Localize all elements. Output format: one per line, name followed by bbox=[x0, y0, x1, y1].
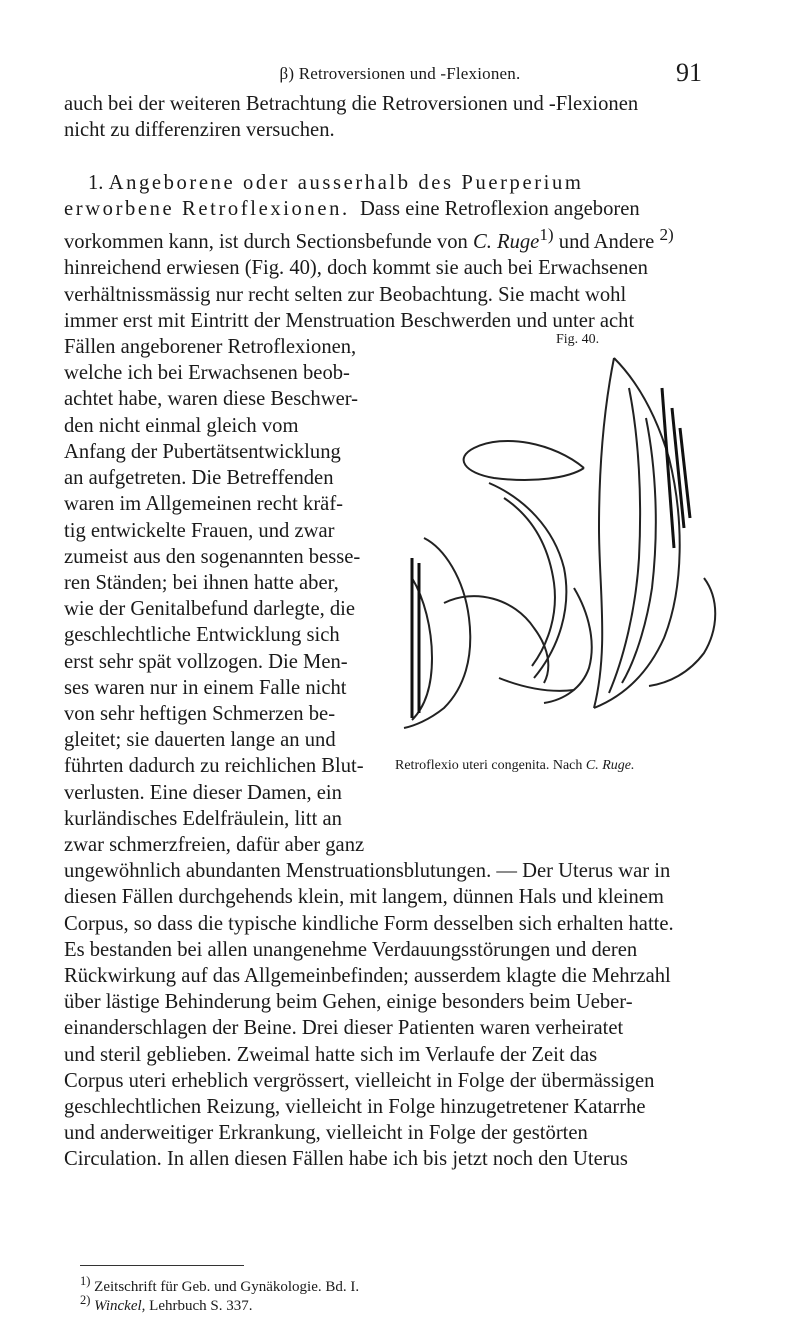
text-line: auch bei der weiteren Betrachtung die Retroversionen und -Flexionen bbox=[64, 93, 639, 115]
running-title: β) Retroversionen und -Flexionen. bbox=[279, 64, 521, 83]
text-line-citation: vorkommen kann, ist durch Sectionsbefunde von C. Ruge$^{1)}$ und Andere $^{2)}$ bbox=[64, 225, 674, 254]
text-line: einanderschlagen der Beine. Drei dieser Patienten waren verheiratet bbox=[64, 1017, 624, 1040]
author-name: C. Ruge bbox=[472, 231, 540, 254]
footnote-1: $^{1)}$ Zeitschrift für Geb. und Gynäkologie. Bd. I. bbox=[80, 1274, 360, 1295]
text-line: Fällen angeborener Retroflexionen, bbox=[64, 336, 357, 359]
text-line: Anfang der Pubertätsentwicklung bbox=[64, 440, 341, 463]
text-line: geschlechtlichen Reizung, vielleicht in Folge hinzugetretener Katarrhe bbox=[64, 1095, 646, 1118]
section-number: 1. bbox=[88, 172, 104, 194]
text-line: Corpus uteri erheblich vergrössert, vielleicht in Folge der übermässigen bbox=[64, 1069, 655, 1092]
text-line: zwar schmerzfreien, dafür aber ganz bbox=[64, 833, 365, 856]
text-line: diesen Fällen durchgehends klein, mit langem, dünnen Hals und kleinem bbox=[64, 886, 664, 909]
text-line: hinreichend erwiesen (Fig. 40), doch kommt sie auch bei Erwachsenen bbox=[64, 257, 648, 280]
footnote-divider bbox=[80, 1265, 244, 1266]
caption-author: C. Ruge. bbox=[585, 758, 635, 773]
section-heading-line bbox=[64, 170, 748, 196]
text-line: ren Ständen; bei ihnen hatte aber, bbox=[64, 571, 339, 594]
text-line: welche ich bei Erwachsenen beob- bbox=[64, 362, 350, 385]
footnote-ref: 2) bbox=[659, 225, 674, 245]
section-heading-a: Angeborene oder ausserhalb des Puerperium bbox=[108, 172, 584, 194]
text-line: Rückwirkung auf das Allgemeinbefinden; ausserdem klagte die Mehrzahl bbox=[64, 964, 671, 987]
anatomical-illustration bbox=[384, 348, 776, 738]
outer-contour bbox=[594, 358, 680, 708]
text-line: kurländisches Edelfräulein, litt an bbox=[64, 807, 342, 830]
text-line: über lästige Behinderung beim Gehen, einige besonders beim Ueber- bbox=[64, 991, 633, 1014]
text-fragment: Dass eine Retroflexion angeboren bbox=[360, 198, 640, 221]
text-line: gleitet; sie dauerten lange an und bbox=[64, 729, 336, 752]
text-line: den nicht einmal gleich vom bbox=[64, 414, 299, 437]
figure-label: Fig. 40. bbox=[556, 332, 600, 347]
text-line: führten dadurch zu reichlichen Blut- bbox=[64, 755, 364, 778]
text-line: von sehr heftigen Schmerzen be- bbox=[64, 702, 336, 725]
text-column-beside-figure bbox=[64, 334, 382, 858]
page-number: 91 bbox=[676, 58, 702, 87]
vaginal-wall bbox=[404, 538, 470, 728]
text-line: ungewöhnlich abundanten Menstruationsblutungen. — Der Uterus war in bbox=[64, 860, 671, 883]
figure-caption: Retroflexio uteri congenita. Nach C. Ruge. bbox=[395, 758, 635, 773]
text-line: immer erst mit Eintritt der Menstruation Beschwerden und unter acht bbox=[64, 309, 635, 332]
text-line: Circulation. In allen diesen Fällen habe ich bis jetzt noch den Uterus bbox=[64, 1148, 628, 1171]
text-line: Es bestanden bei allen unangenehme Verdauungsstörungen und deren bbox=[64, 938, 638, 961]
text-line: wie der Genitalbefund darlegte, die bbox=[64, 598, 356, 621]
footnote-2: $^{2)}$ Winckel, Lehrbuch S. 337. bbox=[80, 1293, 253, 1314]
text-line: waren im Allgemeinen recht kräf- bbox=[64, 493, 344, 516]
text-line: nicht zu differenziren versuchen. bbox=[64, 119, 335, 142]
text-line: achtet habe, waren diese Beschwer- bbox=[64, 388, 359, 411]
text-line: an aufgetreten. Die Betreffenden bbox=[64, 467, 334, 490]
text-line: geschlechtliche Entwicklung sich bbox=[64, 624, 340, 647]
text-line: verhältnissmässig nur recht selten zur Beobachtung. Sie macht wohl bbox=[64, 283, 627, 306]
fundus-shape bbox=[464, 441, 584, 480]
text-line: erst sehr spät vollzogen. Die Men- bbox=[64, 650, 348, 673]
text-line: verlusten. Eine dieser Damen, ein bbox=[64, 781, 342, 804]
section-heading-b: erworbene Retroflexionen. bbox=[64, 198, 350, 221]
text-line: und steril geblieben. Zweimal hatte sich im Verlaufe der Zeit das bbox=[64, 1043, 598, 1066]
text-line: ses waren nur in einem Falle nicht bbox=[64, 676, 347, 699]
paragraph-intro bbox=[64, 91, 748, 143]
text-line: zumeist aus den sogenannten besse- bbox=[64, 545, 361, 568]
text-line: tig entwickelte Frauen, und zwar bbox=[64, 519, 335, 542]
text-line: und anderweitiger Erkrankung, vielleicht in Folge der gestörten bbox=[64, 1122, 588, 1145]
section-heading-line-2 bbox=[64, 196, 748, 222]
footnote-ref: 1) bbox=[539, 225, 554, 245]
text-line: Corpus, so dass die typische kindliche Form desselben sich erhalten hatte. bbox=[64, 912, 674, 935]
